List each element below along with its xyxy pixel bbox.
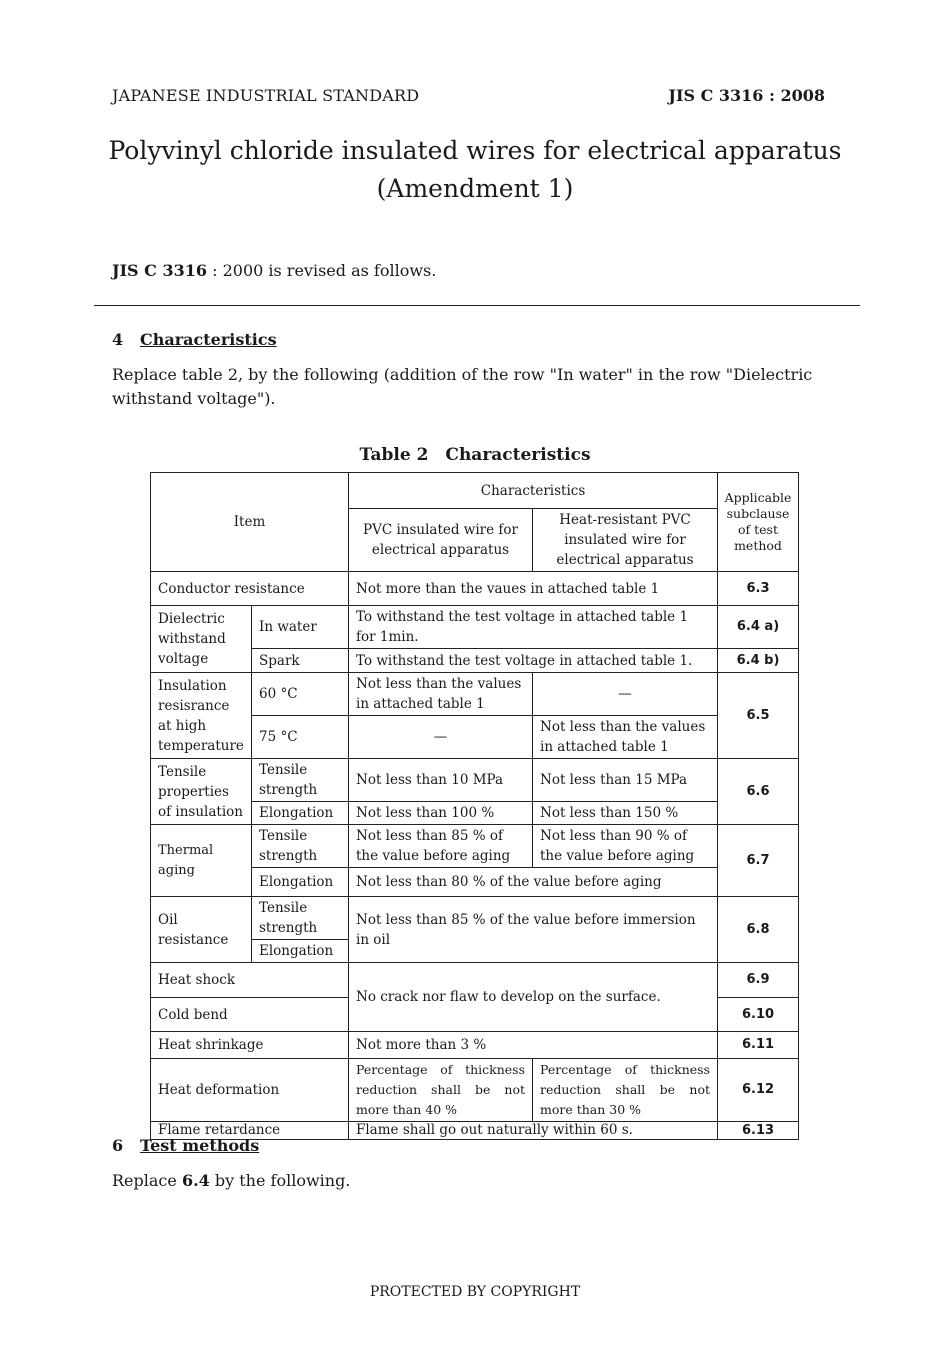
table-subitem: Tensile strength bbox=[252, 759, 349, 802]
table-cell: Not less than 85 % of the value before immersion in oil bbox=[349, 897, 718, 963]
document-title bbox=[0, 132, 950, 208]
test-method-ref: 6.10 bbox=[718, 998, 799, 1032]
table-row-item: Heat shrinkage bbox=[151, 1032, 349, 1059]
table-cell: Not less than the values in attached table 1 bbox=[533, 716, 718, 759]
table-cell: Not less than 80 % of the value before aging bbox=[349, 868, 718, 897]
section-title: Characteristics bbox=[140, 330, 277, 349]
table-row-item: Cold bend bbox=[151, 998, 349, 1032]
table-subitem: Tensile strength bbox=[252, 897, 349, 940]
table-cell: To withstand the test voltage in attached table 1 for 1min. bbox=[349, 606, 718, 649]
test-method-ref: 6.12 bbox=[718, 1059, 799, 1122]
standard-label: JAPANESE INDUSTRIAL STANDARD bbox=[112, 86, 420, 105]
table-cell: Not less than 90 % of the value before aging bbox=[533, 825, 718, 868]
test-method-ref: 6.8 bbox=[718, 897, 799, 963]
revision-note bbox=[112, 261, 436, 280]
characteristics-header: Characteristics bbox=[349, 473, 718, 509]
text-fragment: Replace bbox=[112, 1171, 182, 1190]
table-cell: Percentage of thickness reduction shall be not more than 30 % bbox=[533, 1059, 718, 1122]
table-row-item: Thermal aging bbox=[151, 825, 252, 897]
test-method-ref: 6.9 bbox=[718, 963, 799, 998]
title-line-1: Polyvinyl chloride insulated wires for electrical apparatus bbox=[108, 136, 842, 165]
table-row-item: Insulation resisrance at high temperature bbox=[151, 673, 252, 759]
section-title: Test methods bbox=[140, 1136, 260, 1155]
table-row-item: Flame retardance bbox=[151, 1122, 349, 1140]
heat-resistant-column-header: Heat-resistant PVC insulated wire for electrical apparatus bbox=[533, 509, 718, 572]
test-method-ref: 6.3 bbox=[718, 572, 799, 606]
table-subitem: In water bbox=[252, 606, 349, 649]
table-cell: Not more than the vaues in attached table 1 bbox=[349, 572, 718, 606]
table-subitem: Tensile strength bbox=[252, 825, 349, 868]
table-caption: Table 2 Characteristics bbox=[359, 445, 591, 465]
table-subitem: 60 °C bbox=[252, 673, 349, 716]
standard-code: JIS C 3316 : 2008 bbox=[668, 86, 825, 105]
characteristics-table bbox=[150, 472, 799, 1140]
table-cell: Not less than 10 MPa bbox=[349, 759, 533, 802]
item-header: Item bbox=[151, 473, 349, 572]
table-cell: Not less than 85 % of the value before aging bbox=[349, 825, 533, 868]
table-cell: To withstand the test voltage in attached table 1. bbox=[349, 649, 718, 673]
test-method-ref: 6.13 bbox=[718, 1122, 799, 1140]
table-cell: Not more than 3 % bbox=[349, 1032, 718, 1059]
section-4-text: Replace table 2, by the following (addition of the row "In water" in the row "Dielectric withstand voltage"). bbox=[112, 365, 813, 408]
table-subitem: Elongation bbox=[252, 802, 349, 825]
text-fragment: by the following. bbox=[209, 1171, 351, 1190]
table-cell: Not less than 150 % bbox=[533, 802, 718, 825]
test-method-ref: 6.6 bbox=[718, 759, 799, 825]
test-method-ref: 6.4 a) bbox=[718, 606, 799, 649]
table-row-item: Heat deformation bbox=[151, 1059, 349, 1122]
revision-code: JIS C 3316 bbox=[112, 261, 208, 280]
test-method-ref: 6.7 bbox=[718, 825, 799, 897]
table-cell: Not less than 15 MPa bbox=[533, 759, 718, 802]
table-subitem: Elongation bbox=[252, 940, 349, 963]
section-number: 4 bbox=[112, 330, 124, 349]
test-method-ref: 6.4 b) bbox=[718, 649, 799, 673]
table-cell: Not less than 100 % bbox=[349, 802, 533, 825]
table-row-item: Tensile properties of insulation bbox=[151, 759, 252, 825]
table-subitem: 75 °C bbox=[252, 716, 349, 759]
clause-ref: 6.4 bbox=[181, 1171, 210, 1190]
section-number: 6 bbox=[112, 1136, 124, 1155]
pvc-column-header: PVC insulated wire for electrical apparatus bbox=[349, 509, 533, 572]
test-method-ref: 6.11 bbox=[718, 1032, 799, 1059]
section-6-heading bbox=[112, 1136, 259, 1155]
table-row-item: Oil resistance bbox=[151, 897, 252, 963]
copyright-footer: PROTECTED BY COPYRIGHT bbox=[369, 1284, 581, 1300]
table-row-item: Dielectric withstand voltage bbox=[151, 606, 252, 673]
table-subitem: Spark bbox=[252, 649, 349, 673]
section-6-text bbox=[112, 1169, 842, 1193]
table-cell: Percentage of thickness reduction shall be not more than 40 % bbox=[349, 1059, 533, 1122]
table-row-item: Heat shock bbox=[151, 963, 349, 998]
test-method-ref: 6.5 bbox=[718, 673, 799, 759]
divider-rule bbox=[94, 305, 860, 306]
section-4-heading bbox=[112, 330, 277, 349]
table-subitem: Elongation bbox=[252, 868, 349, 897]
table-row-item: Conductor resistance bbox=[151, 572, 349, 606]
title-line-2: (Amendment 1) bbox=[376, 174, 574, 203]
revision-text: : 2000 is revised as follows. bbox=[207, 261, 437, 280]
table-cell: — bbox=[349, 716, 533, 759]
table-cell: Not less than the values in attached table 1 bbox=[349, 673, 533, 716]
table-cell: Flame shall go out naturally within 60 s. bbox=[349, 1122, 718, 1140]
table-cell: — bbox=[533, 673, 718, 716]
test-method-header: Applicable subclause of test method bbox=[718, 473, 799, 572]
table-cell: No crack nor flaw to develop on the surface. bbox=[349, 963, 718, 1032]
